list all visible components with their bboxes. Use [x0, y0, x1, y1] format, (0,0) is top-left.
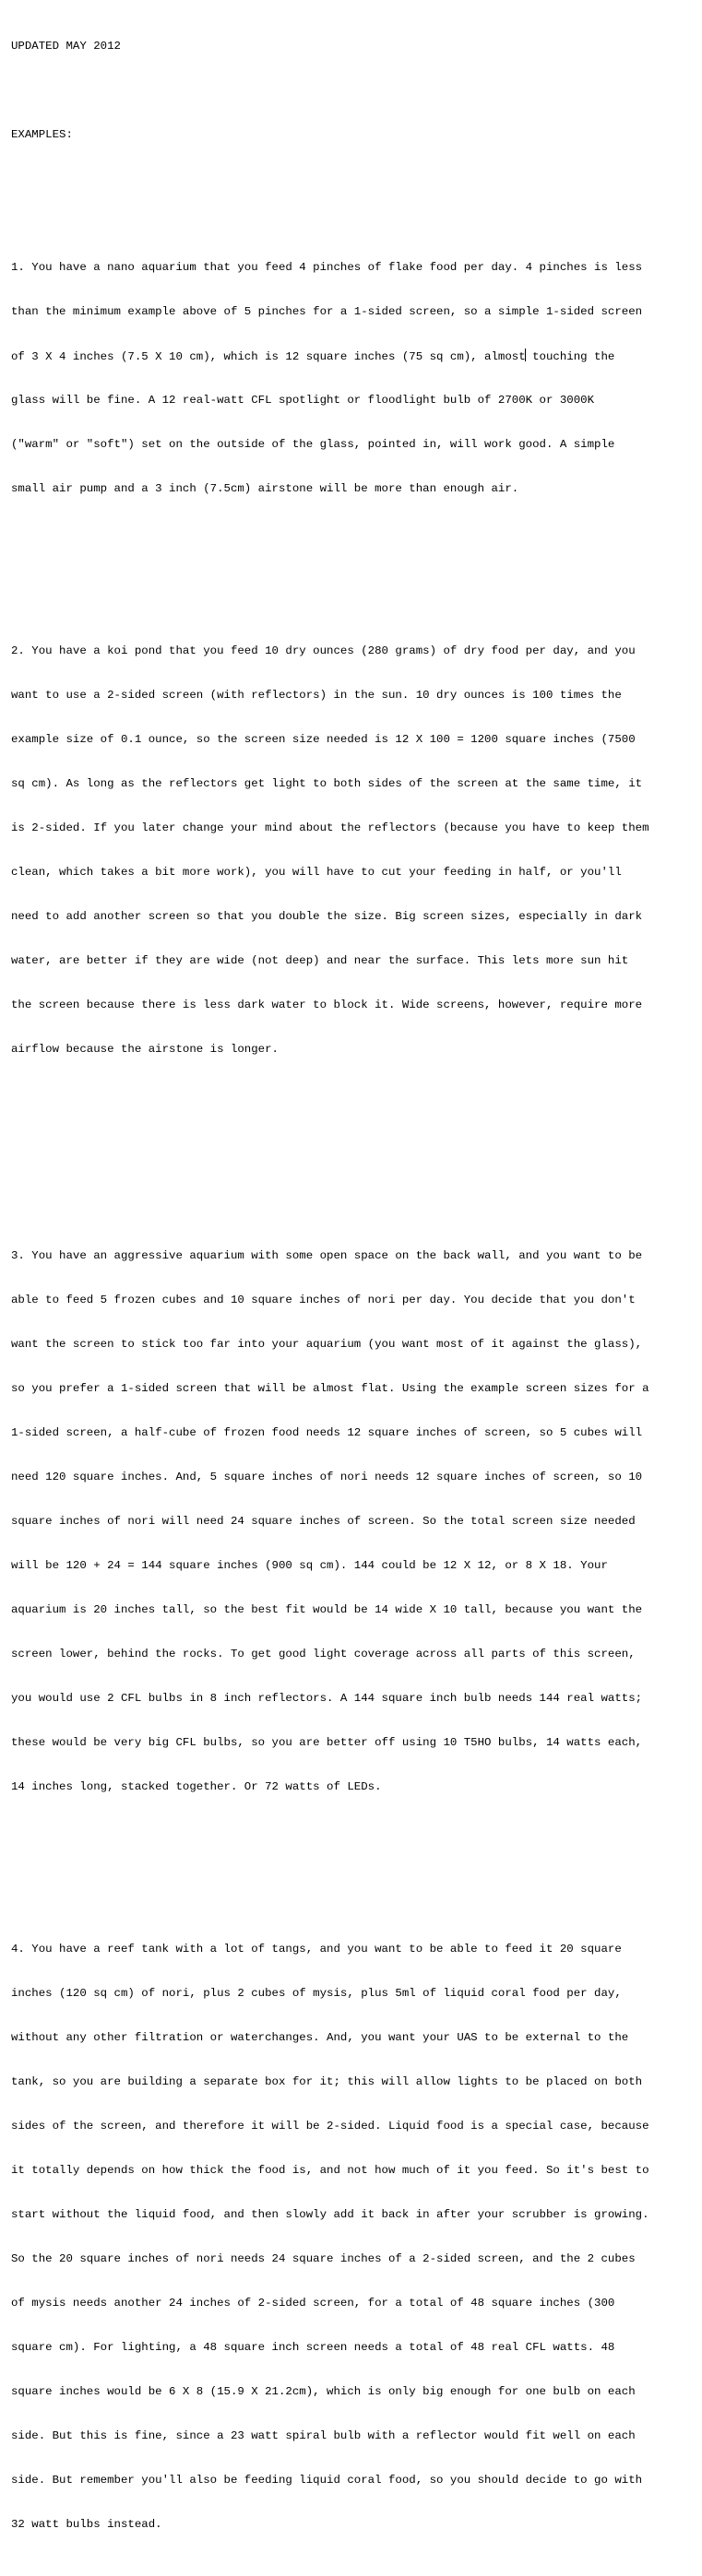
text-line: 1-sided screen, a half-cube of frozen food needs 12 square inches of screen, so 5 cubes will	[11, 1426, 643, 1439]
example-1-paragraph	[11, 230, 698, 526]
document-body	[11, 9, 698, 2576]
blank-line	[11, 1160, 698, 1175]
text-line: glass will be fine. A 12 real-watt CFL spotlight or floodlight bulb of 2700K or 3000K	[11, 394, 595, 407]
examples-heading: EXAMPLES:	[11, 128, 73, 141]
text-line: example size of 0.1 ounce, so the screen size needed is 12 X 100 = 1200 square inches (7500	[11, 733, 636, 746]
text-line: 3. You have an aggressive aquarium with some open space on the back wall, and you want to be	[11, 1249, 643, 1262]
text-line: aquarium is 20 inches tall, so the best fit would be 14 wide X 10 tall, because you want the	[11, 1603, 643, 1616]
blank-line	[11, 1853, 698, 1868]
text-line: tank, so you are building a separate box for it; this will allow lights to be placed on both	[11, 2075, 643, 2088]
text-line: screen lower, behind the rocks. To get good light coverage across all parts of this screen,	[11, 1648, 636, 1660]
text-after-cursor: touching the	[525, 350, 615, 363]
text-line: 2. You have a koi pond that you feed 10 dry ounces (280 grams) of dry food per day, and you	[11, 644, 636, 657]
text-line: 32 watt bulbs instead.	[11, 2518, 162, 2531]
text-line: side. But remember you'll also be feeding liquid coral food, so you should decide to go with	[11, 2474, 643, 2487]
text-line: water, are better if they are wide (not deep) and near the surface. This lets more sun hit	[11, 954, 629, 967]
text-line: you would use 2 CFL bulbs in 8 inch reflectors. A 144 square inch bulb needs 144 real watts;	[11, 1692, 643, 1705]
text-line: is 2-sided. If you later change your mind about the reflectors (because you have to keep them	[11, 821, 649, 834]
text-line: clean, which takes a bit more work), you will have to cut your feeding in half, or you'll	[11, 866, 622, 879]
blank-line	[11, 555, 698, 570]
text-line: square cm). For lighting, a 48 square inch screen needs a total of 48 real CFL watts. 48	[11, 2341, 615, 2354]
text-line: need 120 square inches. And, 5 square inches of nori needs 12 square inches of screen, so 10	[11, 1471, 643, 1483]
text-line: inches (120 sq cm) of nori, plus 2 cubes of mysis, plus 5ml of liquid coral food per day,	[11, 1987, 622, 2000]
text-line: square inches of nori will need 24 square inches of screen. So the total screen size needed	[11, 1515, 636, 1528]
blank-line	[11, 1116, 698, 1130]
text-line: sq cm). As long as the reflectors get light to both sides of the screen at the same time, it	[11, 777, 643, 790]
text-line: 14 inches long, stacked together. Or 72 watts of LEDs.	[11, 1780, 382, 1793]
text-line: sides of the screen, and therefore it will be 2-sided. Liquid food is a special case, because	[11, 2120, 649, 2133]
text-line: of mysis needs another 24 inches of 2-sided screen, for a total of 48 square inches (300	[11, 2297, 615, 2310]
blank-line	[11, 171, 698, 186]
text-line: So the 20 square inches of nori needs 24 square inches of a 2-sided screen, and the 2 cubes	[11, 2252, 636, 2265]
text-line: small air pump and a 3 inch (7.5cm) airstone will be more than enough air.	[11, 482, 519, 495]
example-3-paragraph	[11, 1219, 698, 1824]
text-before-cursor: of 3 X 4 inches (7.5 X 10 cm), which is 12 square inches (75 sq cm), almost	[11, 350, 526, 363]
text-line: so you prefer a 1-sided screen that will be almost flat. Using the example screen sizes for a	[11, 1382, 649, 1395]
example-4-paragraph	[11, 1912, 698, 2561]
text-line: 4. You have a reef tank with a lot of tangs, and you want to be able to feed it 20 square	[11, 1943, 622, 1956]
blank-line	[11, 83, 698, 98]
text-line: able to feed 5 frozen cubes and 10 square inches of nori per day. You decide that you don't	[11, 1294, 636, 1306]
text-line: want the screen to stick too far into your aquarium (you want most of it against the glass),	[11, 1338, 643, 1351]
text-line: side. But this is fine, since a 23 watt spiral bulb with a reflector would fit well on each	[11, 2429, 636, 2442]
text-line: airflow because the airstone is longer.	[11, 1043, 279, 1056]
text-line: want to use a 2-sided screen (with reflectors) in the sun. 10 dry ounces is 100 times the	[11, 689, 622, 702]
text-line: ("warm" or "soft") set on the outside of the glass, pointed in, will work good. A simple	[11, 438, 615, 451]
text-line: square inches would be 6 X 8 (15.9 X 21.2cm), which is only big enough for one bulb on each	[11, 2385, 636, 2398]
text-line: the screen because there is less dark water to block it. Wide screens, however, require more	[11, 998, 643, 1011]
text-line: it totally depends on how thick the food is, and not how much of it you feed. So it's best to	[11, 2164, 649, 2177]
text-line: these would be very big CFL bulbs, so you are better off using 10 T5HO bulbs, 14 watts each,	[11, 1736, 643, 1749]
text-line: 1. You have a nano aquarium that you feed 4 pinches of flake food per day. 4 pinches is less	[11, 261, 643, 274]
text-line: will be 120 + 24 = 144 square inches (900 sq cm). 144 could be 12 X 12, or 8 X 18. Your	[11, 1559, 608, 1572]
text-line: need to add another screen so that you double the size. Big screen sizes, especially in dark	[11, 910, 643, 923]
updated-date: UPDATED MAY 2012	[11, 40, 121, 53]
text-line-with-cursor[interactable]	[11, 349, 698, 363]
text-line: without any other filtration or waterchanges. And, you want your UAS to be external to the	[11, 2031, 629, 2044]
text-line: than the minimum example above of 5 pinches for a 1-sided screen, so a simple 1-sided screen	[11, 305, 643, 318]
example-2-paragraph	[11, 614, 698, 1086]
text-line: start without the liquid food, and then slowly add it back in after your scrubber is growing.	[11, 2208, 649, 2221]
